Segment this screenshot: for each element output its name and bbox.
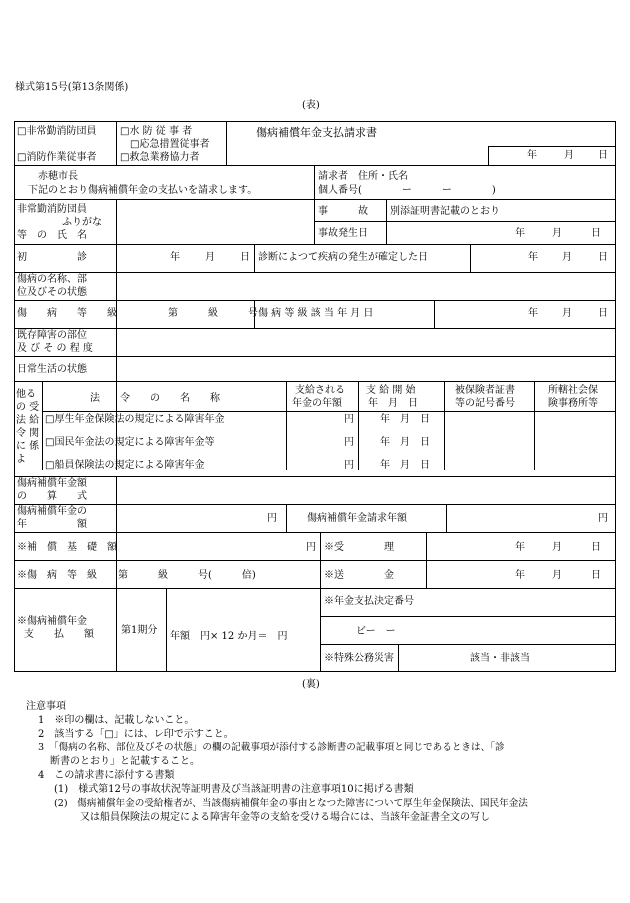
grade-year: 年 <box>528 308 538 319</box>
grade-calc-label: ※傷 病 等 級 <box>17 570 97 581</box>
volunteer-name-label-2: ふりがな <box>62 217 102 228</box>
diagnosis-date-label: 診断によつて疾病の発生が確定した日 <box>258 252 428 263</box>
grade-day: 日 <box>598 308 608 319</box>
first-visit-label: 初 診 <box>17 252 87 263</box>
payment-label-1: ※傷病補償年金 <box>17 616 87 627</box>
law-item-welfare[interactable]: □厚生年金保険法の規定による障害年金 <box>45 414 225 425</box>
accident-year: 年 <box>515 228 525 239</box>
col-office-1: 所轄社会保 <box>548 385 598 396</box>
grade-calc-value: 第 級 号( 倍) <box>118 570 256 581</box>
accident-value: 別添証明書記載のとおり <box>390 206 500 217</box>
annual-yen: 円 <box>267 513 277 524</box>
date-year: 年 <box>527 150 537 161</box>
law-date-3: 年 月 日 <box>380 460 430 471</box>
col-insured-2: 等の記号番号 <box>455 398 515 409</box>
checkbox-volunteer[interactable]: □非常勤消防団員 <box>17 126 97 137</box>
first-visit-day: 日 <box>240 252 250 263</box>
back-label: (裏) <box>302 679 320 690</box>
col-office-2: 険事務所等 <box>548 398 598 409</box>
note-item: 又は船員保険法の規定による障害年金等の支給を受ける場合には、当該年金証書全文の写し <box>80 812 490 823</box>
col-amount-2: 年金の年額 <box>292 398 342 409</box>
law-yen-3: 円 <box>344 460 354 471</box>
note-item: 1 ※印の欄は、記載しないこと。 <box>38 715 195 726</box>
existing-label-1: 既存障害の部位 <box>17 330 87 341</box>
sent-day: 日 <box>591 570 601 581</box>
decision-no-label: ※年金支払決定番号 <box>324 596 414 607</box>
received-day: 日 <box>591 542 601 553</box>
received-month: 月 <box>552 542 562 553</box>
diagnosis-month: 月 <box>562 252 572 263</box>
accident-day: 日 <box>591 228 601 239</box>
date-day: 日 <box>598 150 608 161</box>
request-statement: 下記のとおり傷病補償年金の支払いを請求します。 <box>28 185 258 196</box>
note-item: 断書のとおり」と記載すること。 <box>50 756 200 767</box>
note-item: 4 この請求書に添付する書類 <box>38 770 175 781</box>
claimant-label: 請求者 住所・氏名 <box>318 171 408 182</box>
calc-label-1: 傷病補償年金額 <box>17 478 87 489</box>
first-visit-year: 年 <box>170 252 180 263</box>
special-label: ※特殊公務災害 <box>324 653 394 664</box>
col-start-2: 年 月 日 <box>368 398 418 409</box>
first-visit-month: 月 <box>205 252 215 263</box>
checkbox-water[interactable]: □水 防 従 事 者 <box>120 126 193 137</box>
sent-year: 年 <box>515 570 525 581</box>
bee-number: ビー ー <box>356 626 396 637</box>
law-yen-2: 円 <box>344 437 354 448</box>
base-yen: 円 <box>306 542 316 553</box>
col-start-1: 支 給 開 始 <box>366 385 416 396</box>
applicable-choice[interactable]: 該当・非該当 <box>470 653 530 664</box>
request-amount-label: 傷病補償年金請求年額 <box>307 513 407 524</box>
law-item-national[interactable]: □国民年金法の規定による障害年金等 <box>45 437 215 448</box>
existing-label-2: 及 び そ の 程 度 <box>17 343 93 354</box>
date-month: 月 <box>564 150 574 161</box>
law-yen-1: 円 <box>344 414 354 425</box>
period-label: 第1期分 <box>121 625 158 636</box>
request-yen: 円 <box>598 513 608 524</box>
checkbox-ambulance[interactable]: □救急業務協力者 <box>120 152 200 163</box>
volunteer-name-label-1: 非常勤消防団員 <box>17 204 87 215</box>
checkbox-fire-work[interactable]: □消防作業従事者 <box>17 152 97 163</box>
annual-label-2: 年 額 <box>17 519 87 530</box>
received-label: ※受 理 <box>324 542 394 553</box>
volunteer-name-label-3: 等 の 氏 名 <box>17 230 87 241</box>
accident-label: 事 故 <box>318 206 368 217</box>
diagnosis-day: 日 <box>598 252 608 263</box>
id-number-label: 個人番号( ー ー ) <box>318 185 496 196</box>
grade-label: 傷 病 等 級 <box>17 308 117 319</box>
accident-date-label: 事故発生日 <box>318 228 368 239</box>
base-amount-label: ※補 償 基 礎 額 <box>17 542 117 553</box>
sent-label: ※送 金 <box>324 570 394 581</box>
notes-heading: 注意事項 <box>26 701 66 712</box>
law-item-seaman[interactable]: □船員保険法の規定による障害年金 <box>45 460 205 471</box>
grade-date-label: 傷 病 等 級 該 当 年 月 日 <box>258 308 374 319</box>
form-title: 傷病補償年金支払請求書 <box>256 126 377 139</box>
law-date-1: 年 月 日 <box>380 414 430 425</box>
law-date-2: 年 月 日 <box>380 437 430 448</box>
grade-month: 月 <box>562 308 572 319</box>
other-law-side-label: 他る の 受 法 給 令 関 に 係 よ <box>16 389 40 465</box>
front-label: (表) <box>302 100 320 111</box>
payment-formula: 年額 円× 12 か月＝ 円 <box>170 631 288 642</box>
note-item: 3 「傷病の名称、部位及びその状態」の欄の記載事項が添付する診断書の記載事項と同じであるときは、「診 <box>38 742 505 753</box>
annual-label-1: 傷病補償年金の <box>17 506 87 517</box>
disease-name-label-2: 位及びその状態 <box>17 287 87 298</box>
mayor-name: 赤穂市長 <box>38 171 78 182</box>
sent-month: 月 <box>552 570 562 581</box>
note-item: 2 該当する「□」には、レ印で示すこと。 <box>38 729 234 740</box>
disease-name-label-1: 傷病の名称、部 <box>17 274 87 285</box>
col-insured-1: 被保険者証書 <box>455 385 515 396</box>
col-law-name: 法 令 の 名 称 <box>90 393 220 404</box>
note-item: (1) 様式第12号の事故状況等証明書及び当該証明書の注意事項10に掲げる書類 <box>54 784 414 795</box>
payment-label-2: 支 払 額 <box>24 629 94 640</box>
col-amount-1: 支給される <box>295 385 345 396</box>
calc-label-2: の 算 式 <box>17 491 87 502</box>
accident-month: 月 <box>552 228 562 239</box>
note-item: (2) 傷病補償年金の受給権者が、当該傷病補償年金の事由となつた障害について厚生年金保険法、国民年金法 <box>54 798 528 809</box>
checkbox-emergency-measures[interactable]: □応急措置従事者 <box>130 139 210 150</box>
grade-value: 第 級 号 <box>168 308 258 319</box>
form-number: 様式第15号(第13条関係) <box>15 82 129 93</box>
received-year: 年 <box>515 542 525 553</box>
diagnosis-year: 年 <box>528 252 538 263</box>
daily-life-label: 日常生活の状態 <box>17 364 87 375</box>
